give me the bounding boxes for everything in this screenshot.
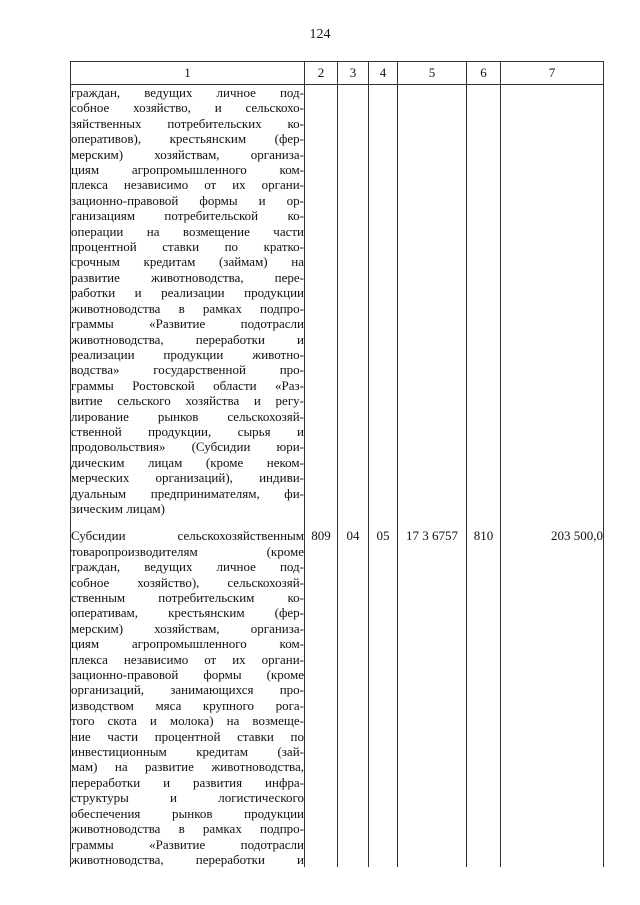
description-line: товаропроизводителям (кроме	[71, 543, 304, 559]
description-line: продовольствия» (Субсидии юри-	[71, 439, 304, 455]
description-line: мерским) хозяйствам, организа-	[71, 146, 304, 162]
column-header-4: 4	[369, 62, 398, 85]
table-header-row	[71, 62, 604, 85]
cell-section-code	[338, 85, 369, 517]
description-line: животноводства, переработки и	[71, 331, 304, 347]
column-header-3: 3	[338, 62, 369, 85]
description-line: организаций, занимающихся про-	[71, 682, 304, 698]
column-header-1: 1	[71, 62, 305, 85]
cell-section-code: 04	[338, 516, 369, 867]
description-line: граммы «Развитие подотрасли	[71, 316, 304, 332]
row-description	[71, 85, 305, 517]
page-number: 124	[309, 27, 331, 42]
description-line: реализации продукции животно-	[71, 346, 304, 362]
description-line: того скота и молока) на возмеще-	[71, 713, 304, 729]
description-line: обеспечения рынков продукции	[71, 805, 304, 821]
description-line: водства» государственной про-	[71, 362, 304, 378]
description-line: животноводства, переработки и	[71, 851, 304, 867]
row-description	[71, 516, 305, 867]
description-line: инвестиционным кредитам (зай-	[71, 744, 304, 760]
description-line: мам) на развитие животноводства,	[71, 759, 304, 775]
description-line: работки и реализации продукции	[71, 285, 304, 301]
table-row	[71, 516, 604, 867]
description-line: циям агропромышленного ком-	[71, 162, 304, 178]
column-header-2: 2	[305, 62, 338, 85]
cell-target-code: 17 3 6757	[398, 516, 467, 867]
description-line: ственной продукции, сырья и	[71, 423, 304, 439]
description-line: развитие животноводства, пере-	[71, 269, 304, 285]
description-line: операции на возмещение части	[71, 223, 304, 239]
description-line: животноводства в рамках подпро-	[71, 300, 304, 316]
description-line: собное хозяйство), сельскохозяй-	[71, 574, 304, 590]
description-line: переработки и развития инфра-	[71, 774, 304, 790]
description-line: плекса независимо от их органи-	[71, 651, 304, 667]
description-line: ганизациям потребительской ко-	[71, 208, 304, 224]
cell-expense-type	[467, 85, 501, 517]
budget-table	[70, 61, 604, 867]
description-line: срочным кредитам (займам) на	[71, 254, 304, 270]
cell-subsection-code: 05	[369, 516, 398, 867]
cell-ministry-code	[305, 85, 338, 517]
description-line: дуальным предпринимателям, фи-	[71, 485, 304, 501]
description-line: дическим лицам (кроме неком-	[71, 454, 304, 470]
cell-target-code	[398, 85, 467, 517]
description-line: мерским) хозяйствам, организа-	[71, 620, 304, 636]
description-line: граждан, ведущих личное под-	[71, 559, 304, 575]
description-line: плекса независимо от их органи-	[71, 177, 304, 193]
description-line: витие сельского хозяйства и регу-	[71, 393, 304, 409]
description-line: оперативам, крестьянским (фер-	[71, 605, 304, 621]
description-line: структуры и логистического	[71, 790, 304, 806]
description-line: изводством мяса крупного рога-	[71, 697, 304, 713]
description-line: Субсидии сельскохозяйственным	[71, 528, 304, 544]
description-line: зическим лицам)	[71, 500, 165, 516]
description-line: зяйственных потребительских ко-	[71, 115, 304, 131]
description-line: зационно-правовой формы (кроме	[71, 667, 304, 683]
description-line: лирование рынков сельскохозяй-	[71, 408, 304, 424]
description-line: зационно-правовой формы и ор-	[71, 192, 304, 208]
description-line: мерческих организаций), индиви-	[71, 470, 304, 486]
cell-ministry-code: 809	[305, 516, 338, 867]
cell-amount: 203 500,0	[501, 516, 604, 867]
description-line: животноводства в рамках подпро-	[71, 821, 304, 837]
description-line: граммы Ростовской области «Раз-	[71, 377, 304, 393]
description-line: ственным потребительским ко-	[71, 590, 304, 605]
column-header-6: 6	[467, 62, 501, 85]
table-row	[71, 85, 604, 517]
description-line: граммы «Развитие подотрасли	[71, 836, 304, 852]
description-line: оперативов), крестьянским (фер-	[71, 131, 304, 147]
description-line: процентной ставки по кратко-	[71, 239, 304, 255]
description-line: граждан, ведущих личное под-	[71, 85, 304, 100]
cell-subsection-code	[369, 85, 398, 517]
description-line: собное хозяйство, и сельскохо-	[71, 100, 304, 116]
cell-expense-type: 810	[467, 516, 501, 867]
column-header-7: 7	[501, 62, 604, 85]
description-line: ние части процентной ставки по	[71, 728, 304, 744]
cell-amount	[501, 85, 604, 517]
column-header-5: 5	[398, 62, 467, 85]
description-line: циям агропромышленного ком-	[71, 636, 304, 652]
